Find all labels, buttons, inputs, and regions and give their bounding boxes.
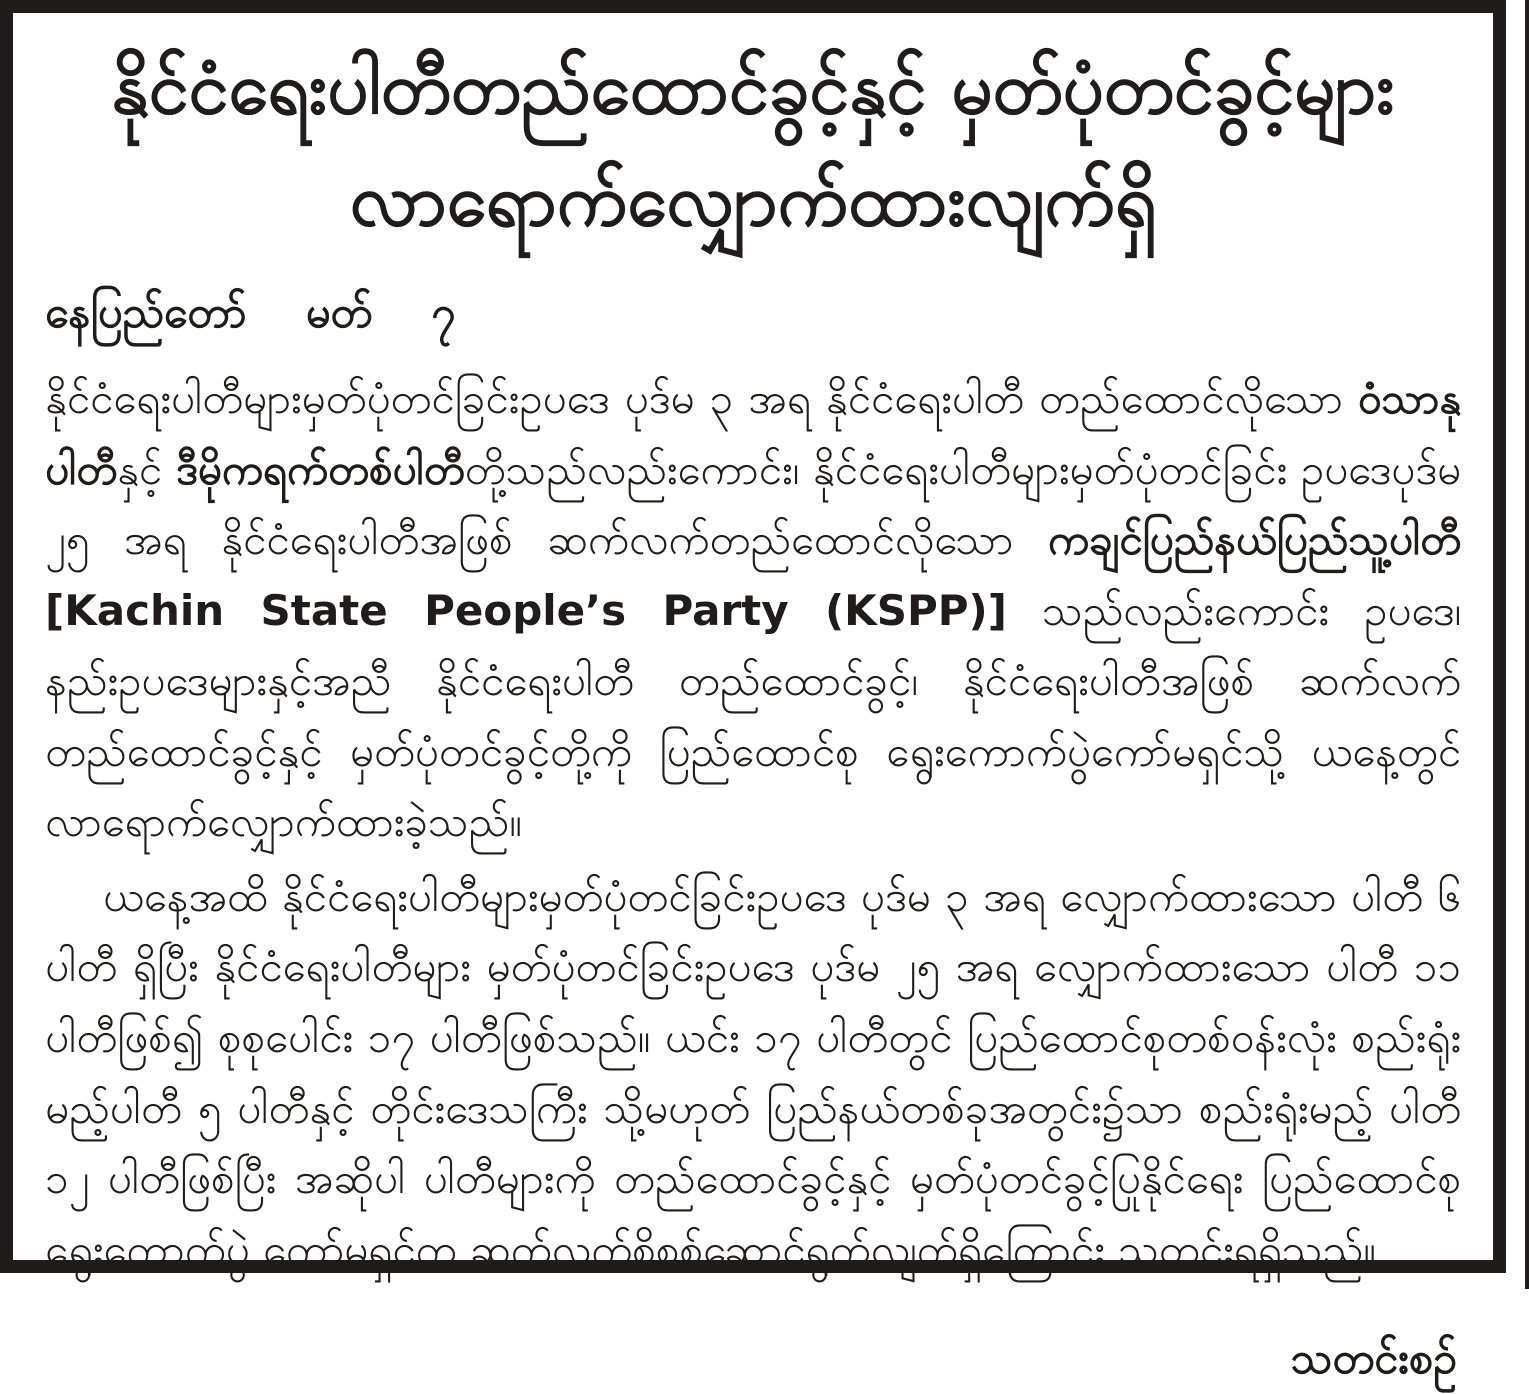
party-name-kspp: ကချင်ပြည်နယ်ပြည်သူ့ပါတီ [Kachin State People’s Party (KSPP)] — [45, 515, 1461, 635]
article-title-line-1: နိုင်ငံရေးပါတီတည်ထောင်ခွင့်နှင့် မှတ်ပုံတင်ခွင့်များ — [111, 46, 1395, 130]
byline: သတင်းစဉ် — [1290, 1334, 1457, 1385]
column-rule-divider — [1525, 0, 1529, 1289]
dateline-month: မတ် — [305, 288, 373, 339]
party-name-wunthanu: ဝံသာနုပါတီ — [45, 374, 1461, 494]
article-title — [45, 33, 1461, 256]
article-title-line-2: လာရောက်လျှောက်ထားလျက်ရှိ — [349, 157, 1157, 242]
paragraph-2: ယနေ့အထိ နိုင်ငံရေးပါတီများမှတ်ပုံတင်ခြင်းဥပဒေ ပုဒ်မ ၃ အရ လျှောက်ထားသော ပါတီ ၆ ပါတီ ရှိပြီး နိုင်ငံရေးပါတီများ မှတ်ပုံတင်ခြင်းဥပဒေ ပုဒ်မ ၂၅ အရ လျှောက်ထားသော ပါတီ ၁၁ ပါတီဖြစ်၍ စုစုပေါင်း ၁၇ ပါတီဖြစ်သည်။ ယင်း ၁၇ ပါတီတွင် ပြည်ထောင်စုတစ်ဝန်းလုံး စည်းရုံးမည့်ပါတီ ၅ ပါတီနှင့် တိုင်းဒေသကြီး သို့မဟုတ် ပြည်နယ်တစ်ခုအတွင်း၌သာ စည်းရုံးမည့် ပါတီ ၁၂ ပါတီဖြစ်ပြီး အဆိုပါ ပါတီများကို တည်ထောင်ခွင့်နှင့် မှတ်ပုံတင်ခွင့်ပြုနိုင်ရေး ပြည်ထောင်စုရွေးကောက်ပွဲ ကော်မရှင်က ဆက်လက်စိစစ်ဆောင်ရွက်လျက်ရှိကြောင်း သတင်းရရှိသည်။ — [45, 871, 1461, 1274]
paragraph-1-connector: နှင့် — [117, 444, 176, 494]
paragraph-1-tail: သည်လည်းကောင်း ဥပဒေ၊ နည်းဥပဒေများနှင့်အညီ နိုင်ငံရေးပါတီ တည်ထောင်ခွင့်၊ နိုင်ငံရေးပါတီအဖြစ် ဆက်လက်တည်ထောင်ခွင့်နှင့် မှတ်ပုံတင်ခွင့်တို့ကို ပြည်ထောင်စု ရွေးကောက်ပွဲကော်မရှင်သို့ ယနေ့တွင် လာရောက်လျှောက်ထားခဲ့သည်။ — [45, 585, 1461, 847]
paragraph-1-intro: နိုင်ငံရေးပါတီများမှတ်ပုံတင်ခြင်းဥပဒေ ပုဒ်မ ၃ အရ နိုင်ငံရေးပါတီ တည်ထောင်လိုသော — [45, 374, 1358, 424]
paragraph-1 — [45, 364, 1461, 858]
dateline — [45, 286, 1461, 342]
party-name-democratic: ဒီမိုကရက်တစ်ပါတီ — [175, 444, 465, 494]
dateline-day: ၇ — [431, 288, 456, 339]
dateline-location: နေပြည်တော် — [45, 288, 247, 339]
paragraph-1-middle: တို့သည်လည်းကောင်း၊ နိုင်ငံရေးပါတီများမှတ်ပုံတင်ခြင်း ဥပဒေပုဒ်မ ၂၅ အရ နိုင်ငံရေးပါတီအဖြစ် ဆက်လက်တည်ထောင်လိုသော — [45, 444, 1461, 565]
